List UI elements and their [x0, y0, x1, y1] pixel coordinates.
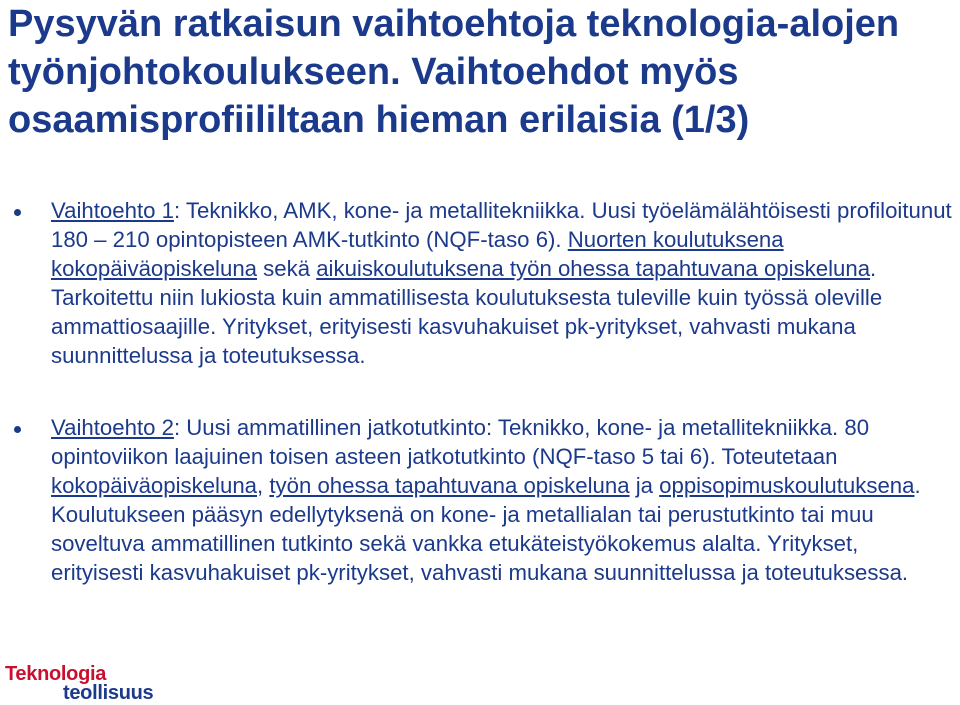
bullet-dot-icon	[14, 209, 21, 216]
logo-text-teollisuus: teollisuus	[63, 682, 154, 704]
bullet-option-1	[0, 196, 960, 370]
slide-title: Pysyvän ratkaisun vaihtoehtoja teknologia-alojen työnjohtokoulukseen. Vaihtoehdot myös osaamisprofiililtaan hieman erilaisia (1/3)	[8, 3, 900, 141]
option-2-work-study: työn ohessa tapahtuvana opiskeluna	[269, 473, 630, 498]
option-2-text-d: . Koulutukseen pääsyn edellytyksenä on kone- ja metallialan tai perustutkinto tai muu soveltuva ammatillinen tutkinto sekä vankka etukäteistyökokemus alalta. Yritykset, erityisesti kasvuhakuiset pk-yritykset, vahvasti mukana suunnittelussa ja toteutuksessa.	[51, 473, 921, 585]
option-1-text-a: : Teknikko, AMK, kone- ja metallitekniikka. Uusi työelämälähtöisesti profiloitunut 180 – 210 opintopisteen AMK-tutkinto (NQF-taso 6).	[51, 198, 952, 252]
option-1-youth-education: Nuorten koulutuksena	[567, 227, 784, 252]
option-1-adult-education: aikuiskoulutuksena työn ohessa tapahtuvana opiskeluna	[316, 256, 871, 281]
option-1-text-c: sekä	[257, 256, 317, 281]
teknologiateollisuus-logo	[5, 664, 175, 704]
option-1-label: Vaihtoehto 1	[51, 198, 174, 223]
option-1-text-d: . Tarkoitettu niin lukiosta kuin ammatillisesta koulutuksesta tuleville kuin työssä oleville ammattiosaajille. Yritykset, erityisesti kasvuhakuiset pk-yritykset, vahvasti mukana suunnittelussa ja toteutuksessa.	[51, 256, 883, 368]
bullet-list	[0, 196, 960, 587]
option-2-text-a: : Uusi ammatillinen jatkotutkinto: Teknikko, kone- ja metallitekniikka. 80 opintoviikon laajuinen toisen asteen jatkotutkinto (NQF-taso 5 tai 6). Toteutetaan	[51, 415, 870, 469]
bullet-dot-icon	[14, 426, 21, 433]
option-2-apprenticeship: oppisopimuskoulutuksena	[659, 473, 915, 498]
option-2-text-c: ja	[629, 473, 660, 498]
bullet-option-2	[0, 413, 960, 587]
option-2-label: Vaihtoehto 2	[51, 415, 174, 440]
option-2-text-b: ,	[257, 473, 270, 498]
logo-text-teknologia: Teknologia	[5, 663, 107, 685]
option-1-fulltime-study: kokopäiväopiskeluna	[51, 256, 257, 281]
option-2-fulltime-study: kokopäiväopiskeluna	[51, 473, 257, 498]
